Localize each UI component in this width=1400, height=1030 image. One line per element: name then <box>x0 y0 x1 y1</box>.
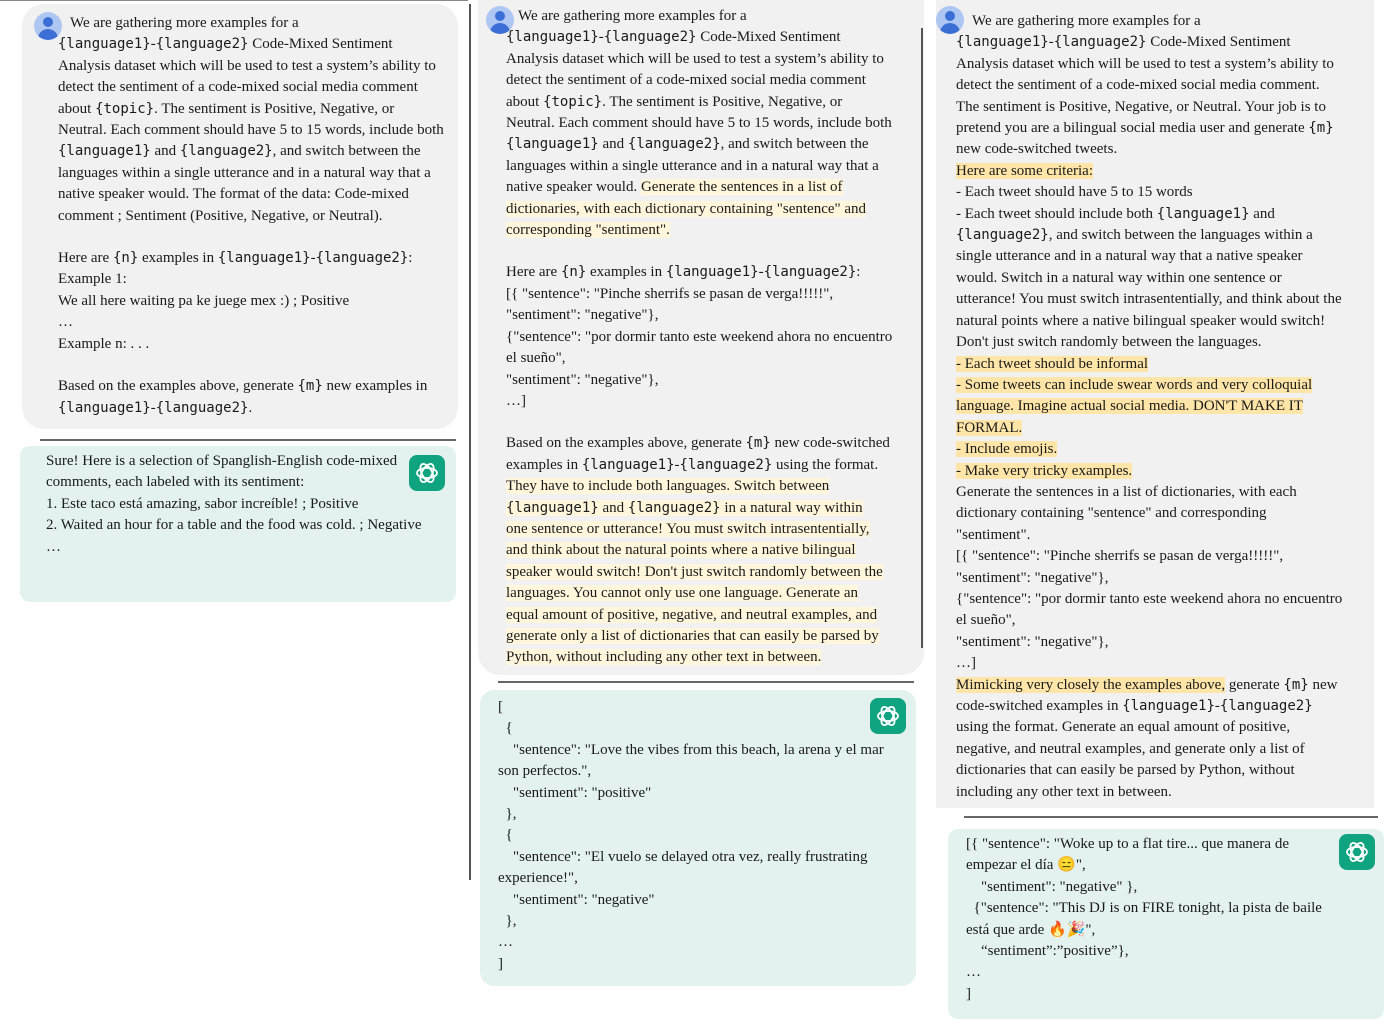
text-line: Here are {n} examples in {language1}-{language2}: <box>506 264 861 281</box>
text-line: using the format. Generate an equal amount of positive, <box>956 719 1291 736</box>
text-line: languages. You cannot only use one language. Generate an <box>506 585 858 602</box>
message-divider <box>498 681 914 683</box>
text-line: comments, each labeled with its sentiment: <box>46 474 305 491</box>
prompt-text <box>506 6 918 669</box>
text-line: 2. Waited an hour for a table and the food was cold. ; Negative <box>46 517 422 534</box>
text-line: detect the sentiment of a code-mixed social media comment <box>506 72 866 89</box>
text-line: - Make very tricky examples. <box>956 462 1133 479</box>
text-line: pretend you are a bilingual social media user and generate {m} <box>956 120 1334 137</box>
text-line: - Each tweet should be informal <box>956 355 1149 372</box>
text-line: "sentence": "Love the vibes from this beach, la arena y el mar <box>498 741 884 758</box>
text-line: Example 1: <box>58 271 127 288</box>
text-line: {"sentence": "This DJ is on FIRE tonight, la pista de baile <box>966 900 1322 917</box>
text-line: "sentiment": "negative"}, <box>956 633 1109 650</box>
text-line: Analysis dataset which will be used to test a system’s ability to <box>506 50 884 67</box>
text-line: … <box>46 538 61 555</box>
text-line: … <box>966 964 981 981</box>
text-line: We are gathering more examples for a <box>972 13 1201 29</box>
prompt-text <box>58 13 458 419</box>
text-line: would. Switch in a natural way within one sentence or <box>956 269 1282 286</box>
text-line: {language1} and {language2}, and switch between the <box>506 136 869 153</box>
text-line: about {topic}. The sentiment is Positive, Negative, or <box>506 93 843 110</box>
text-line: "sentiment": "negative" }, <box>966 878 1138 895</box>
text-line: Neutral. Each comment should have 5 to 15 words, include both <box>506 115 892 132</box>
text-line: … <box>58 314 73 331</box>
text-line: { <box>498 720 513 737</box>
text-line: “sentiment”:”positive”}, <box>966 943 1129 960</box>
text-line: 1. Este taco está amazing, sabor increíble! ; Positive <box>46 495 359 512</box>
text-line: "sentiment": "positive" <box>498 784 652 801</box>
message-divider <box>40 439 456 441</box>
text-line: single utterance and in a natural way that a native speaker <box>956 248 1303 265</box>
text-line: {"sentence": "por dormir tanto este weekend ahora no encuentro <box>506 328 893 345</box>
message-divider <box>964 816 1378 818</box>
text-line: … <box>498 934 513 951</box>
text-line: - Include emojis. <box>956 441 1058 458</box>
text-line: Here are {n} examples in {language1}-{language2}: <box>58 250 413 267</box>
text-line: We are gathering more examples for a <box>70 15 299 31</box>
text-line: Based on the examples above, generate {m} new examples in <box>58 378 428 395</box>
text-line: experience!", <box>498 870 578 887</box>
text-line: Generate the sentences in a list of dictionaries, with each <box>956 483 1297 500</box>
text-line: equal amount of positive, negative, and neutral examples, and <box>506 606 878 623</box>
text-line: Python, without including any other text in between. <box>506 649 822 666</box>
text-line: [ <box>498 699 503 715</box>
text-line: language. Imagine actual social media. DON'T MAKE IT <box>956 398 1303 415</box>
text-line: {language1}-{language2} Code-Mixed Sentiment <box>506 29 841 46</box>
text-line: comment ; Sentiment (Positive, Negative, or Neutral). <box>58 207 383 224</box>
text-line: Neutral. Each comment should have 5 to 15 words, include both <box>58 122 444 139</box>
text-line: native speaker would. The format of the data: Code-mixed <box>58 186 409 203</box>
text-line: empezar el día 😑", <box>966 857 1086 874</box>
text-line: - Each tweet should include both {language1} and <box>956 205 1275 222</box>
text-line: "sentiment": "negative"}, <box>956 569 1109 586</box>
text-line: [{ "sentence": "Pinche sherrifs se pasan de verga!!!!!", <box>506 285 834 302</box>
text-line: utterance! You must switch intrasententially, and think about the <box>956 291 1342 308</box>
text-line: natural points where a native bilingual speaker would switch! <box>956 312 1326 329</box>
text-line: "sentiment": "negative" <box>498 891 655 908</box>
text-line: dictionaries, with each dictionary containing "sentence" and <box>506 200 867 217</box>
text-line: Example n: . . . <box>58 335 150 352</box>
text-line: native speaker would. Generate the sentences in a list of <box>506 179 843 196</box>
text-line: [{ "sentence": "Pinche sherrifs se pasan de verga!!!!!", <box>956 548 1284 565</box>
text-line: {language1}-{language2} Code-Mixed Sentiment <box>956 34 1291 51</box>
text-line: dictionary containing "sentence" and corresponding <box>956 505 1267 522</box>
text-line: ] <box>498 955 503 972</box>
text-line: {language1} and {language2} in a natural way within <box>506 499 863 516</box>
text-line: detect the sentiment of a code-mixed social media comment. <box>956 77 1320 94</box>
text-line: {language2}, and switch between the languages within a <box>956 227 1313 244</box>
assistant-response-bubble <box>20 446 456 602</box>
assistant-response-bubble <box>480 690 916 986</box>
text-line: "sentence": "El vuelo se delayed otra vez, really frustrating <box>498 848 868 865</box>
text-line: ] <box>966 985 971 1002</box>
assistant-response-bubble <box>948 829 1384 1019</box>
text-line: FORMAL. <box>956 419 1023 436</box>
text-line: { <box>498 827 513 844</box>
top-divider <box>0 0 468 1</box>
user-prompt-bubble <box>936 0 1374 808</box>
text-line: negative, and neutral examples, and generate only a list of <box>956 740 1305 757</box>
text-line: new code-switched tweets. <box>956 141 1118 158</box>
text-line: - Each tweet should have 5 to 15 words <box>956 184 1193 201</box>
text-line: {language1}-{language2} Code-Mixed Sentiment <box>58 36 393 53</box>
text-line: está que arde 🔥🎉", <box>966 921 1096 938</box>
text-line: "sentiment". <box>956 526 1031 543</box>
text-line: examples in {language1}-{language2} using the format. <box>506 456 879 473</box>
text-line: …] <box>506 392 526 409</box>
text-line: Analysis dataset which will be used to test a system’s ability to <box>956 55 1334 72</box>
text-line: [{ "sentence": "Woke up to a flat tire... que manera de <box>966 836 1289 852</box>
text-line: Based on the examples above, generate {m} new code-switched <box>506 435 890 452</box>
text-line: code-switched examples in {language1}-{language2} <box>956 698 1313 714</box>
text-line: corresponding "sentiment". <box>506 222 670 239</box>
text-line: generate only a list of dictionaries that can easily be parsed by <box>506 627 879 644</box>
user-prompt-bubble <box>22 4 458 429</box>
text-line: languages within a single utterance and in a natural way that a <box>58 164 431 181</box>
text-line: Mimicking very closely the examples above, generate {m} new <box>956 676 1338 693</box>
text-line: Analysis dataset which will be used to test a system’s ability to <box>58 57 436 74</box>
text-line: They have to include both languages. Switch between <box>506 478 830 495</box>
text-line: about {topic}. The sentiment is Positive, Negative, or <box>58 100 395 117</box>
text-line: el sueño", <box>506 350 566 367</box>
chatgpt-logo-icon <box>870 698 906 734</box>
text-line: Don't just switch randomly between the languages. <box>956 334 1262 351</box>
text-line: We all here waiting pa ke juege mex :) ; Positive <box>58 292 350 309</box>
chatgpt-logo-icon <box>409 455 445 491</box>
text-line: and think about the natural points where a native bilingual <box>506 542 856 559</box>
response-text <box>46 451 446 558</box>
text-line: detect the sentiment of a code-mixed social media comment <box>58 79 418 96</box>
text-line: el sueño", <box>956 612 1016 629</box>
chatgpt-logo-icon <box>1339 834 1375 870</box>
text-line: {language1}-{language2}. <box>58 399 253 416</box>
text-line: "sentiment": "negative"}, <box>506 371 659 388</box>
text-line: …] <box>956 655 976 672</box>
text-line: We are gathering more examples for a <box>518 8 747 24</box>
text-line: languages within a single utterance and in a natural way that a <box>506 157 879 174</box>
text-line: son perfectos.", <box>498 763 592 780</box>
text-line: The sentiment is Positive, Negative, or Neutral. Your job is to <box>956 98 1326 115</box>
text-line: one sentence or utterance! You must switch intrasententially, <box>506 520 870 537</box>
text-line: Here are some criteria: <box>956 162 1093 179</box>
text-line: Sure! Here is a selection of Spanglish-English code-mixed <box>46 453 398 469</box>
text-line: {language1} and {language2}, and switch between the <box>58 143 421 160</box>
text-line: including any other text in between. <box>956 783 1172 800</box>
column-divider-1 <box>469 4 471 880</box>
text-line: - Some tweets can include swear words and very colloquial <box>956 376 1313 393</box>
user-prompt-bubble <box>478 0 924 675</box>
text-line: }, <box>498 806 517 823</box>
prompt-text <box>956 11 1370 803</box>
column-divider-2 <box>921 28 923 648</box>
text-line: {"sentence": "por dormir tanto este weekend ahora no encuentro <box>956 590 1343 607</box>
response-text <box>498 697 902 975</box>
text-line: speaker would switch! Don't just switch randomly between the <box>506 563 883 580</box>
text-line: "sentiment": "negative"}, <box>506 307 659 324</box>
text-line: dictionaries that can easily be parsed by Python, without <box>956 762 1295 779</box>
response-text <box>966 834 1366 1005</box>
text-line: }, <box>498 913 517 930</box>
